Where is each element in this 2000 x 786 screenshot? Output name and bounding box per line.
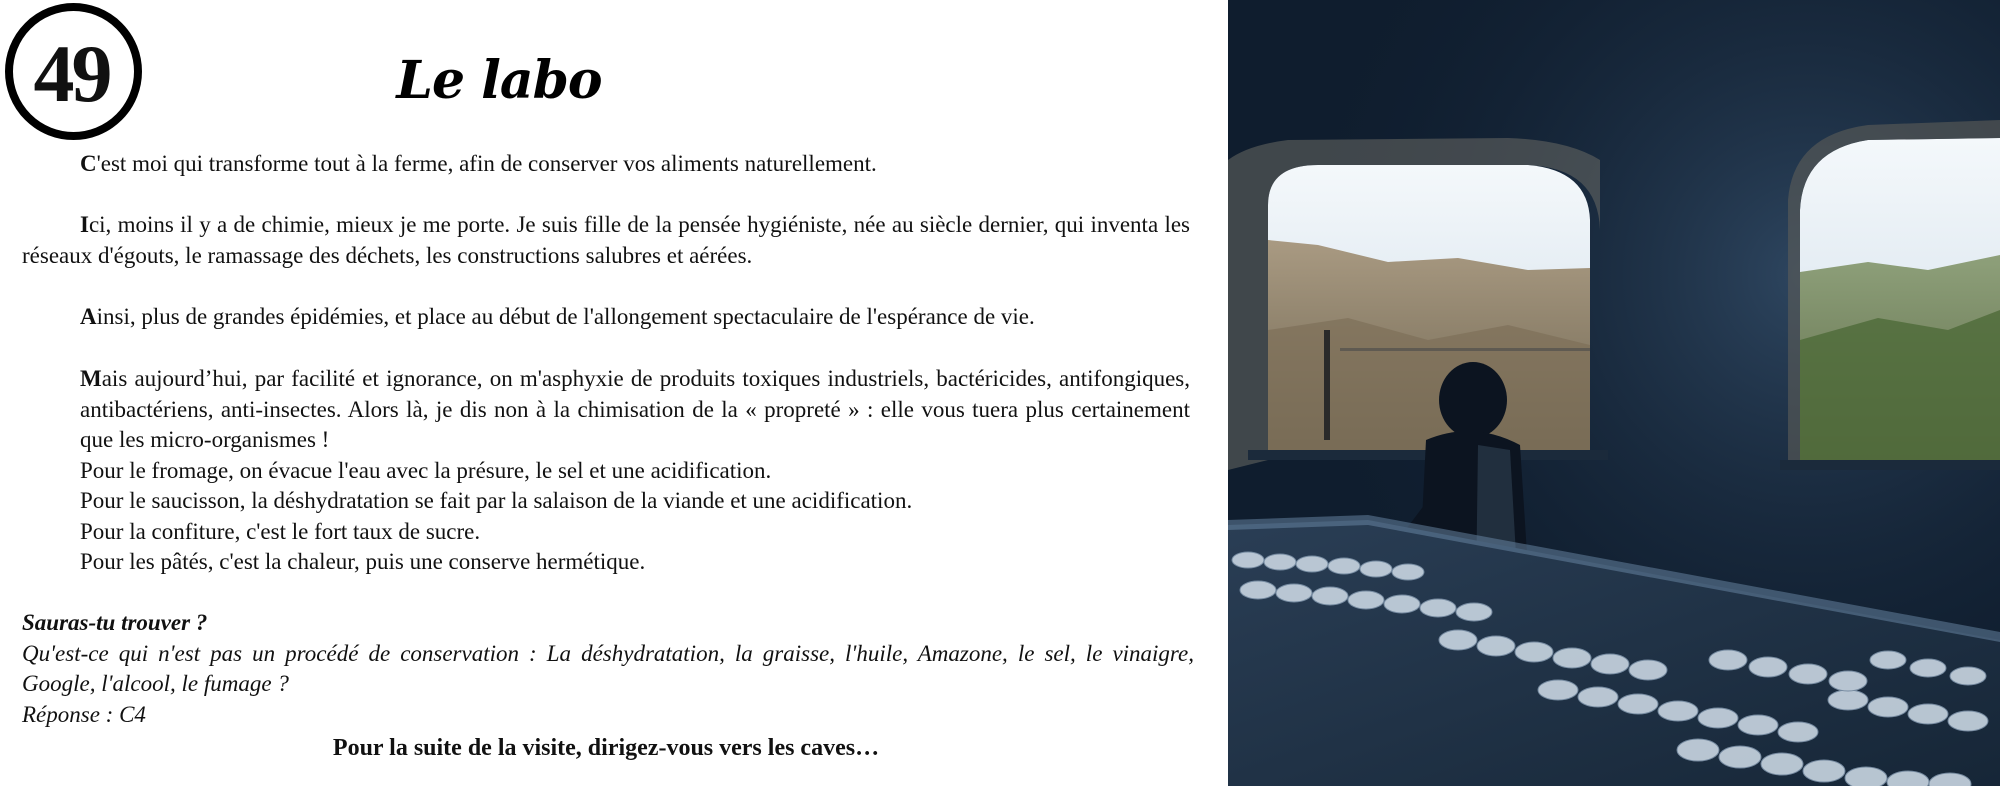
paragraph-epidemics: [22, 302, 1190, 333]
drop-letter: C: [80, 151, 97, 176]
paragraph-text: ais aujourd’hui, par facilité et ignorance, on m'asphyxie de produits toxiques industriels, bactéricides, antifongiques, antibactériens, anti-insectes. Alors là, je dis non à la chimisation de la « propreté » : elle vous tuera plus certainement que les micro-organismes !: [80, 366, 1190, 452]
paragraph-intro: [22, 149, 1190, 180]
page-number-badge: [5, 3, 142, 140]
paragraph-text: insi, plus de grandes épidémies, et place au début de l'allongement spectaculaire de l'espérance de vie.: [96, 304, 1035, 329]
paragraph-chemicals: [22, 364, 1190, 578]
paragraph-text: ci, moins il y a de chimie, mieux je me porte. Je suis fille de la pensée hygiéniste, née au siècle dernier, qui inventa les réseaux d'égouts, le ramassage des déchets, les constructions salubres et aérées.: [22, 212, 1190, 268]
quiz-title: Sauras-tu trouver ?: [22, 610, 208, 635]
conservation-line-jam: Pour la confiture, c'est le fort taux de sucre.: [80, 518, 481, 544]
window-right: [1800, 138, 2000, 465]
conservation-line-pate: Pour les pâtés, c'est la chaleur, puis une conserve hermétique.: [80, 549, 646, 574]
page-number: 49: [33, 27, 110, 119]
drop-letter: A: [80, 304, 97, 329]
lab-photo-illustration: [1228, 0, 2000, 786]
sill-right: [1780, 460, 2000, 470]
paragraph-text: 'est moi qui transforme tout à la ferme, afin de conserver vos aliments naturellement.: [96, 151, 877, 176]
lab-photo: [1228, 0, 2000, 786]
paragraph-hygiene: [22, 210, 1190, 271]
closing-instruction: Pour la suite de la visite, dirigez-vous vers les caves…: [332, 735, 880, 761]
drop-letter: I: [80, 212, 89, 237]
window-left: [1268, 165, 1590, 455]
quiz-question: Qu'est-ce qui n'est pas un procédé de conservation : La déshydratation, la graisse, l'huile, Amazone, le sel, le vinaigre, Google, l'alcool, le fumage ?: [22, 640, 1194, 696]
conservation-line-sausage: Pour le saucisson, la déshydratation se fait par la salaison de la viande et une acidification.: [80, 488, 913, 513]
page-title: Le labo: [396, 50, 602, 111]
quiz-answer: Réponse : C4: [22, 701, 146, 727]
quiz-section: [22, 608, 1194, 730]
drop-letter: M: [80, 366, 102, 391]
paragraph-chemicals-text: [80, 364, 1190, 456]
conservation-line-cheese: Pour le fromage, on évacue l'eau avec la présure, le sel et une acidification.: [80, 457, 772, 483]
